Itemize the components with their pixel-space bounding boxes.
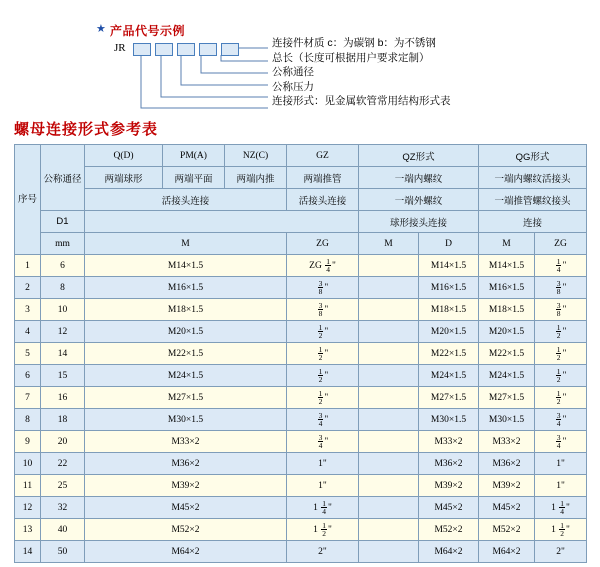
row-dn: 16 — [41, 387, 85, 409]
row-thread-m: M39×2 — [85, 475, 287, 497]
row-thread-zg: 1" — [287, 453, 359, 475]
row-qz-m — [359, 497, 419, 519]
row-qz-m — [359, 365, 419, 387]
header-group-qd: Q(D) — [85, 145, 163, 167]
row-qg-m: M16×1.5 — [479, 277, 535, 299]
row-index: 10 — [15, 453, 41, 475]
row-qz-m — [359, 519, 419, 541]
table-row — [15, 255, 587, 277]
row-qg-zg: 2" — [535, 541, 587, 563]
header-row-units — [15, 233, 587, 255]
row-thread-m: M36×2 — [85, 453, 287, 475]
table-row — [15, 321, 587, 343]
row-index: 4 — [15, 321, 41, 343]
row-dn: 25 — [41, 475, 85, 497]
header-connect: 连接 — [479, 211, 587, 233]
row-qz-m — [359, 343, 419, 365]
header-form-nzc: 两端内推 — [225, 167, 287, 189]
code-prefix: JR — [114, 42, 126, 54]
row-thread-zg: 1 $\frac{1}{4}$ " — [287, 497, 359, 519]
row-index: 5 — [15, 343, 41, 365]
code-box-3 — [177, 43, 195, 56]
header-unit-qg-zg: ZG — [535, 233, 587, 255]
table-row — [15, 497, 587, 519]
table-row — [15, 431, 587, 453]
row-dn: 50 — [41, 541, 85, 563]
row-qg-zg: 1" — [535, 453, 587, 475]
product-code-legend — [0, 0, 600, 118]
header-union-qg: 一端推管螺纹接头 — [479, 189, 587, 211]
row-qz-d: M64×2 — [419, 541, 479, 563]
header-form-qg: 一端内螺纹活接头 — [479, 167, 587, 189]
row-qz-d: M22×1.5 — [419, 343, 479, 365]
row-qz-m — [359, 431, 419, 453]
row-qz-d: M39×2 — [419, 475, 479, 497]
row-thread-m: M45×2 — [85, 497, 287, 519]
row-dn: 8 — [41, 277, 85, 299]
header-d1: D1 — [41, 211, 85, 233]
row-qg-m: M30×1.5 — [479, 409, 535, 431]
row-thread-zg: $\frac{3}{4}$ " — [287, 409, 359, 431]
header-group-qg: QG形式 — [479, 145, 587, 167]
row-qz-m — [359, 387, 419, 409]
header-union-gz: 活接头连接 — [287, 189, 359, 211]
table-row — [15, 343, 587, 365]
row-thread-zg: $\frac{3}{8}$ " — [287, 277, 359, 299]
nut-connection-table — [14, 144, 587, 563]
header-unit-zg: ZG — [287, 233, 359, 255]
row-index: 3 — [15, 299, 41, 321]
row-qz-d: M20×1.5 — [419, 321, 479, 343]
row-qz-d: M30×1.5 — [419, 409, 479, 431]
header-row-d1 — [15, 211, 587, 233]
row-index: 1 — [15, 255, 41, 277]
header-union-qz: 一端外螺纹 — [359, 189, 479, 211]
row-thread-m: M33×2 — [85, 431, 287, 453]
table-body — [15, 255, 587, 563]
row-thread-zg: $\frac{1}{2}$ " — [287, 321, 359, 343]
row-qg-zg: $\frac{1}{2}$ " — [535, 387, 587, 409]
row-qz-d: M18×1.5 — [419, 299, 479, 321]
table-row — [15, 519, 587, 541]
row-qz-d: M16×1.5 — [419, 277, 479, 299]
row-qz-d: M24×1.5 — [419, 365, 479, 387]
row-qz-m — [359, 409, 419, 431]
header-form-qz: 一端内螺纹 — [359, 167, 479, 189]
header-unit-qg-m: M — [479, 233, 535, 255]
row-dn: 20 — [41, 431, 85, 453]
row-dn: 14 — [41, 343, 85, 365]
table-row — [15, 453, 587, 475]
legend-title: 产品代号示例 — [110, 24, 186, 38]
row-dn: 6 — [41, 255, 85, 277]
row-qz-m — [359, 255, 419, 277]
table-row — [15, 475, 587, 497]
table-row — [15, 299, 587, 321]
header-form-gz: 两端推管 — [287, 167, 359, 189]
row-thread-m: M16×1.5 — [85, 277, 287, 299]
row-index: 9 — [15, 431, 41, 453]
code-box-4 — [199, 43, 217, 56]
row-qg-m: M33×2 — [479, 431, 535, 453]
header-ball-joint: 球形接头连接 — [359, 211, 479, 233]
row-qg-zg: $\frac{3}{4}$ " — [535, 431, 587, 453]
star-icon: ★ — [96, 23, 106, 35]
header-unit-qz-d: D — [419, 233, 479, 255]
header-row-union — [15, 189, 587, 211]
row-qg-m: M24×1.5 — [479, 365, 535, 387]
code-box-2 — [155, 43, 173, 56]
row-dn: 18 — [41, 409, 85, 431]
row-index: 12 — [15, 497, 41, 519]
row-dn: 12 — [41, 321, 85, 343]
row-qg-m: M14×1.5 — [479, 255, 535, 277]
row-dn: 10 — [41, 299, 85, 321]
row-qg-m: M64×2 — [479, 541, 535, 563]
row-qg-zg: $\frac{1}{2}$ " — [535, 365, 587, 387]
row-thread-zg: $\frac{3}{8}$ " — [287, 299, 359, 321]
row-thread-m: M64×2 — [85, 541, 287, 563]
row-dn: 22 — [41, 453, 85, 475]
header-form-qd: 两端球形 — [85, 167, 163, 189]
table-row — [15, 387, 587, 409]
row-qz-m — [359, 453, 419, 475]
row-index: 6 — [15, 365, 41, 387]
row-thread-zg: 2" — [287, 541, 359, 563]
code-boxes — [133, 43, 239, 56]
row-thread-zg: $\frac{1}{2}$ " — [287, 365, 359, 387]
header-unit-qz-m: M — [359, 233, 419, 255]
code-box-1 — [133, 43, 151, 56]
row-qz-d: M33×2 — [419, 431, 479, 453]
table-head — [15, 145, 587, 255]
header-row-forms — [15, 167, 587, 189]
row-qz-d: M27×1.5 — [419, 387, 479, 409]
table-row — [15, 277, 587, 299]
row-thread-m: M27×1.5 — [85, 387, 287, 409]
row-thread-m: M18×1.5 — [85, 299, 287, 321]
row-qg-zg: $\frac{1}{2}$ " — [535, 321, 587, 343]
row-qg-m: M27×1.5 — [479, 387, 535, 409]
row-qg-zg: $\frac{3}{4}$ " — [535, 409, 587, 431]
row-index: 8 — [15, 409, 41, 431]
row-thread-m: M52×2 — [85, 519, 287, 541]
row-thread-m: M24×1.5 — [85, 365, 287, 387]
row-index: 14 — [15, 541, 41, 563]
row-thread-m: M20×1.5 — [85, 321, 287, 343]
row-thread-zg: $\frac{1}{2}$ " — [287, 387, 359, 409]
row-thread-zg: ZG $\frac{1}{4}$ " — [287, 255, 359, 277]
row-thread-zg: 1 $\frac{1}{2}$ " — [287, 519, 359, 541]
row-qg-m: M18×1.5 — [479, 299, 535, 321]
header-group-pma: PM(A) — [163, 145, 225, 167]
row-qz-m — [359, 299, 419, 321]
row-thread-m: M22×1.5 — [85, 343, 287, 365]
row-qg-zg: $\frac{1}{4}$ " — [535, 255, 587, 277]
row-dn: 32 — [41, 497, 85, 519]
row-qg-m: M22×1.5 — [479, 343, 535, 365]
table-row — [15, 541, 587, 563]
row-qz-d: M36×2 — [419, 453, 479, 475]
header-union-left: 活接头连接 — [85, 189, 287, 211]
row-qg-m: M20×1.5 — [479, 321, 535, 343]
row-qg-m: M39×2 — [479, 475, 535, 497]
callout-list — [272, 36, 451, 109]
row-qz-m — [359, 475, 419, 497]
header-index-label: 序号 — [17, 194, 37, 205]
row-qg-zg: $\frac{3}{8}$ " — [535, 277, 587, 299]
header-index — [15, 145, 41, 255]
table-title: 螺母连接形式参考表 — [14, 121, 159, 138]
callout-diameter: 公称通径 — [272, 66, 314, 78]
row-qz-d: M45×2 — [419, 497, 479, 519]
header-group-qz: QZ形式 — [359, 145, 479, 167]
callout-material: 连接件材质 c：为碳钢 b：为不锈钢 — [272, 37, 436, 49]
header-form-pma: 两端平面 — [163, 167, 225, 189]
row-qg-zg: $\frac{1}{2}$ " — [535, 343, 587, 365]
table-row — [15, 365, 587, 387]
row-dn: 40 — [41, 519, 85, 541]
callout-connection: 连接形式：见金属软管常用结构形式表 — [272, 95, 451, 107]
row-dn: 15 — [41, 365, 85, 387]
row-qg-zg: $\frac{3}{8}$ " — [535, 299, 587, 321]
header-blank — [85, 211, 359, 233]
row-qg-zg: 1 $\frac{1}{2}$ " — [535, 519, 587, 541]
row-thread-m: M30×1.5 — [85, 409, 287, 431]
header-group-nzc: NZ(C) — [225, 145, 287, 167]
row-qz-d: M14×1.5 — [419, 255, 479, 277]
row-thread-m: M14×1.5 — [85, 255, 287, 277]
row-qz-m — [359, 541, 419, 563]
row-index: 7 — [15, 387, 41, 409]
row-qz-m — [359, 277, 419, 299]
row-qg-m: M52×2 — [479, 519, 535, 541]
row-qg-zg: 1" — [535, 475, 587, 497]
callout-pressure: 公称压力 — [272, 80, 314, 93]
row-qg-m: M36×2 — [479, 453, 535, 475]
row-thread-zg: $\frac{1}{2}$ " — [287, 343, 359, 365]
table-row — [15, 409, 587, 431]
header-unit-m: M — [85, 233, 287, 255]
header-dn: 公称通径 — [41, 145, 85, 211]
header-group-gz: GZ — [287, 145, 359, 167]
callout-length: 总长（长度可根据用户要求定制） — [272, 51, 430, 64]
code-box-5 — [221, 43, 239, 56]
row-qz-m — [359, 321, 419, 343]
row-index: 11 — [15, 475, 41, 497]
header-unit-mm: mm — [41, 233, 85, 255]
row-qz-d: M52×2 — [419, 519, 479, 541]
header-row-groups — [15, 145, 587, 167]
row-thread-zg: $\frac{3}{4}$ " — [287, 431, 359, 453]
row-index: 2 — [15, 277, 41, 299]
row-index: 13 — [15, 519, 41, 541]
row-qg-m: M45×2 — [479, 497, 535, 519]
row-thread-zg: 1" — [287, 475, 359, 497]
row-qg-zg: 1 $\frac{1}{4}$ " — [535, 497, 587, 519]
